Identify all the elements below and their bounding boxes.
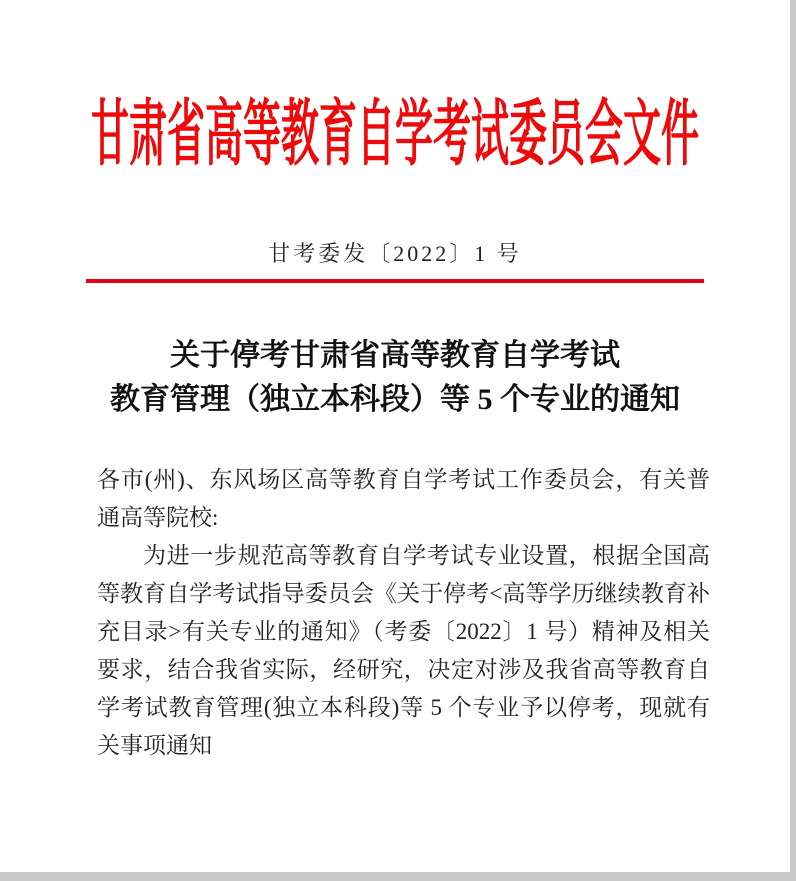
notice-title bbox=[40, 334, 750, 422]
notice-title-line2: 教育管理（独立本科段）等 5 个专业的通知 bbox=[110, 383, 680, 416]
masthead-title: 甘肃省高等教育自学考试委员会文件 bbox=[90, 92, 699, 176]
document-masthead bbox=[0, 92, 790, 176]
document-body bbox=[0, 461, 790, 765]
notice-title-line1: 关于停考甘肃省高等教育自学考试 bbox=[170, 339, 620, 372]
salutation: 各市(州)、东风场区高等教育自学考试工作委员会，有关普通高等院校: bbox=[97, 467, 710, 530]
red-divider-line bbox=[86, 279, 704, 283]
body-paragraph: 为进一步规范高等教育自学考试专业设置，根据全国高等教育自学考试指导委员会《关于停考<高等学历继续教育补充目录>有关专业的通知》（考委〔2022〕1 号）精神及相关要求，结合我省实际，经研究，决定对涉及我省高等教育自学考试教育管理(独立本科段)等 5 个专业予以停考，现就有关事项通知 bbox=[97, 543, 710, 758]
document-number: 甘考委发〔2022〕1 号 bbox=[268, 241, 522, 266]
